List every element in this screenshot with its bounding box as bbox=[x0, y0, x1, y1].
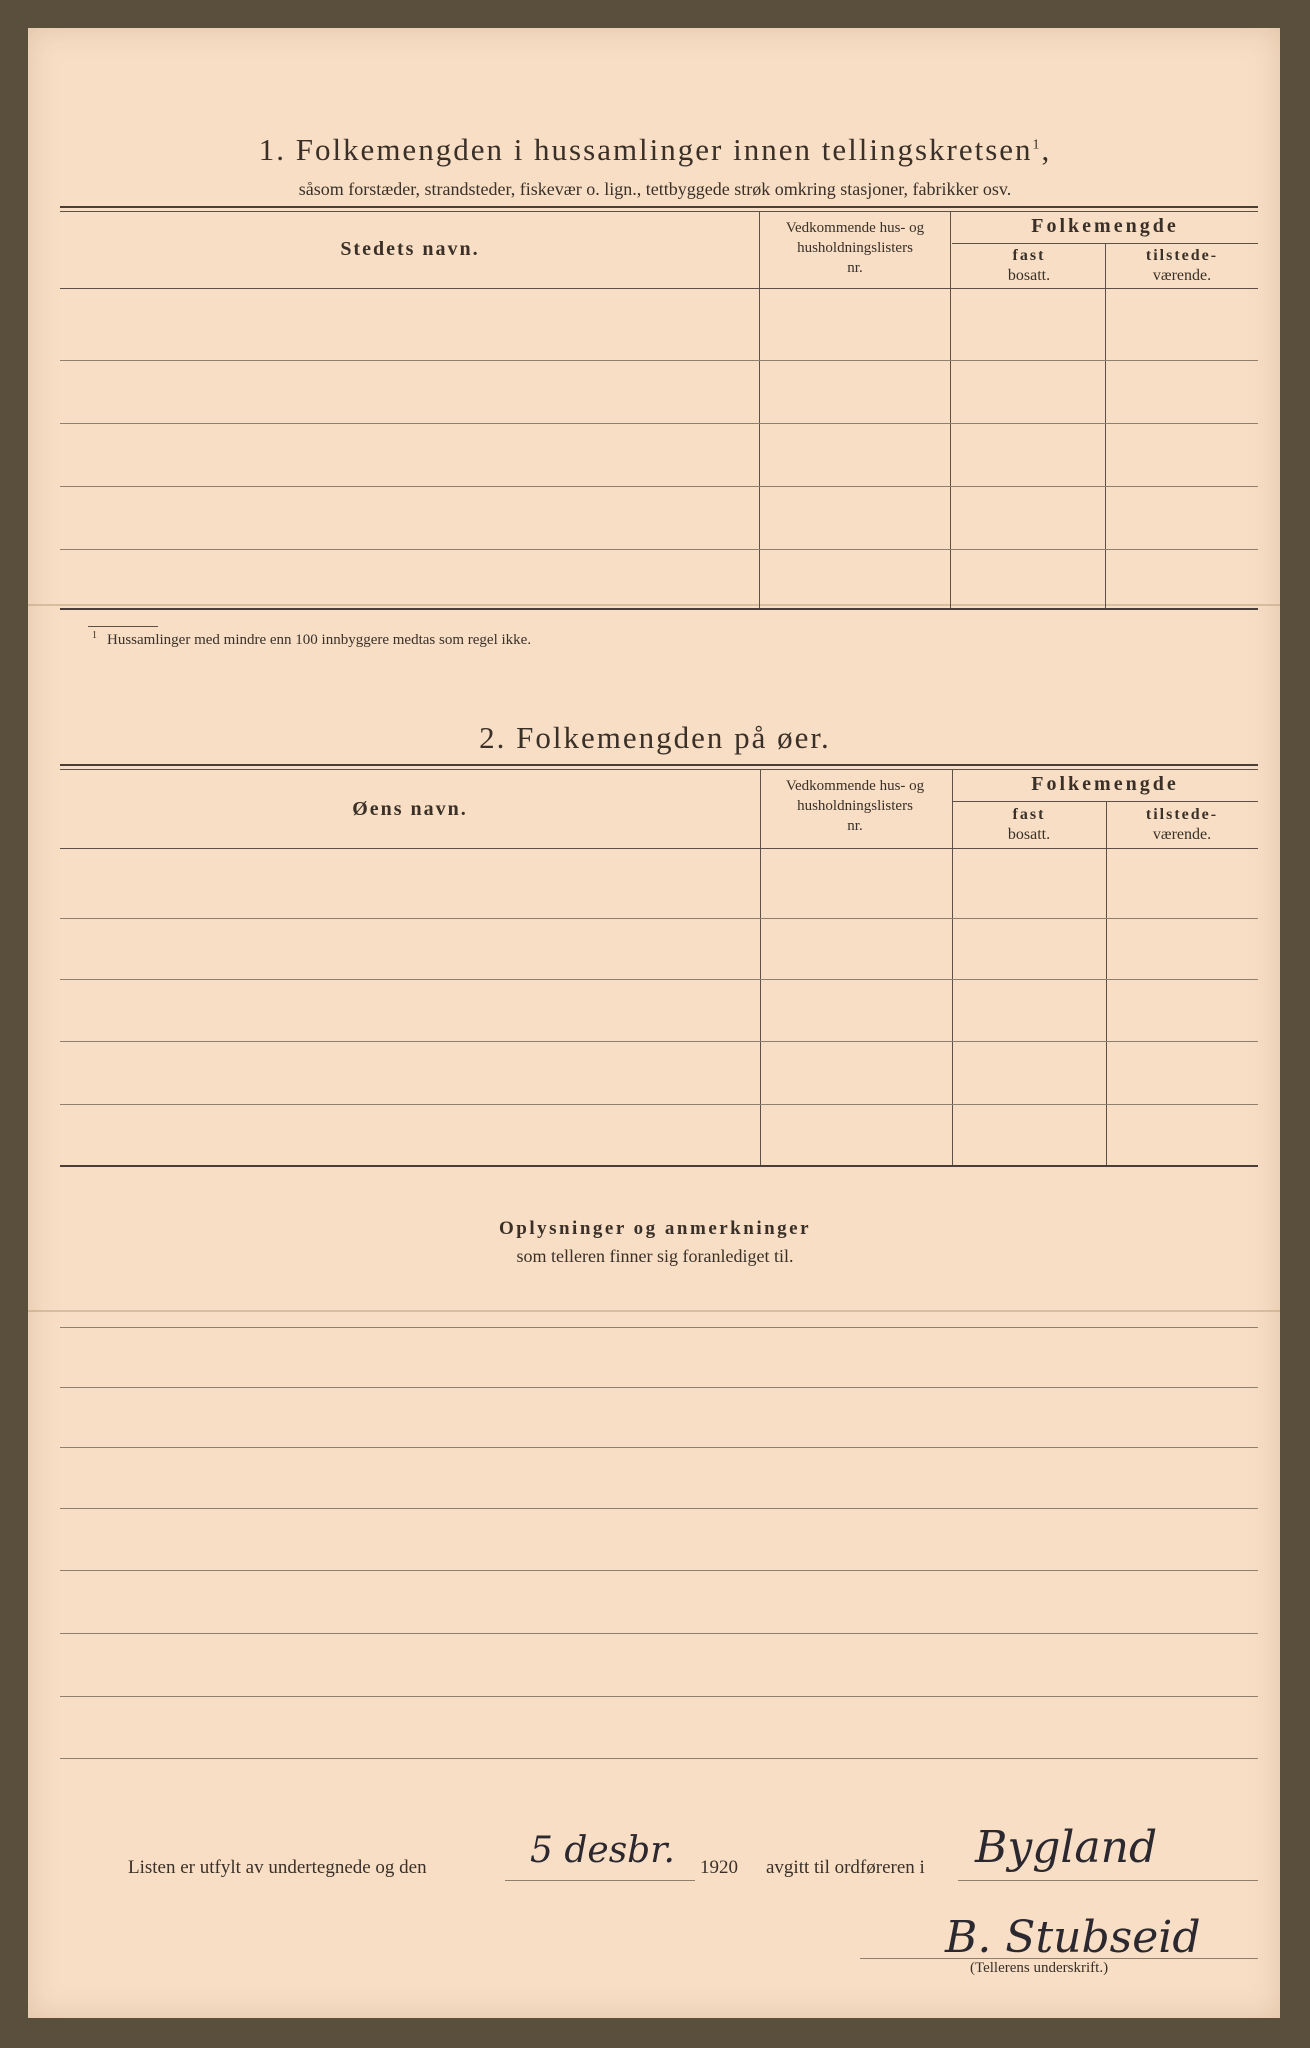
table-border bbox=[952, 801, 1258, 802]
remarks-line bbox=[60, 1387, 1258, 1388]
col-header-resident: fast bosatt. bbox=[1007, 247, 1051, 284]
census-form-page bbox=[28, 28, 1280, 2018]
table-row bbox=[60, 1104, 1258, 1105]
col-header-population: Folkemengde bbox=[1031, 215, 1179, 237]
table-row bbox=[60, 486, 1258, 487]
table-row bbox=[60, 1041, 1258, 1042]
section2-title: 2. Folkemengden på øer. bbox=[479, 720, 831, 755]
remarks-line bbox=[60, 1758, 1258, 1759]
table-border bbox=[60, 764, 1258, 766]
table-border bbox=[60, 769, 1258, 770]
signature-text: Listen er utfylt av undertegnede og den bbox=[128, 1857, 427, 1878]
table-border bbox=[1106, 801, 1107, 1166]
date-handwritten: 5 desbr. bbox=[530, 1830, 675, 1871]
signature-text: avgitt til ordføreren i bbox=[766, 1857, 925, 1878]
section1-title: 1. Folkemengden i hussamlinger innen tellingskretsen$^1$, bbox=[258, 132, 1052, 167]
paper-fold bbox=[28, 1310, 1280, 1312]
remarks-heading: Oplysninger og anmerkninger bbox=[498, 1218, 812, 1239]
col-header-resident: fast bosatt. bbox=[1007, 806, 1051, 843]
table-border bbox=[60, 848, 1258, 849]
col-header-island: Øens navn. bbox=[352, 798, 468, 820]
signature-line bbox=[860, 1958, 1258, 1959]
year: 1920 bbox=[700, 1857, 738, 1878]
table-row bbox=[60, 918, 1258, 919]
table-border bbox=[60, 288, 1258, 289]
remarks-line bbox=[60, 1696, 1258, 1697]
col-header-present: tilstede- værende. bbox=[1145, 247, 1219, 284]
remarks-line bbox=[60, 1508, 1258, 1509]
paper-fold bbox=[28, 604, 1280, 606]
table-border bbox=[60, 206, 1258, 208]
municipality-handwritten: Bygland bbox=[975, 1822, 1158, 1873]
municipality-line bbox=[958, 1880, 1258, 1881]
table-row bbox=[60, 360, 1258, 361]
table-row bbox=[60, 549, 1258, 550]
section1-subtitle: såsom forstæder, strandsteder, fiskevær o. lign., tettbyggede strøk omkring stasjoner, fabrikker osv. bbox=[298, 179, 1012, 199]
col-header-population: Folkemengde bbox=[1031, 773, 1179, 795]
table-row bbox=[60, 423, 1258, 424]
col-header-present: tilstede- værende. bbox=[1145, 806, 1219, 843]
table-border bbox=[60, 211, 1258, 212]
table-border bbox=[760, 769, 761, 1166]
section1-footnote: $^1$ Hussamlinger med mindre enn 100 innbyggere medtas som regel ikke. bbox=[92, 630, 532, 648]
remarks-line bbox=[60, 1570, 1258, 1571]
remarks-line bbox=[60, 1327, 1258, 1328]
table-border bbox=[1105, 243, 1106, 608]
remarks-line bbox=[60, 1447, 1258, 1448]
col-header-lists: Vedkommende hus- og husholdningslisters nr. bbox=[785, 220, 925, 276]
date-line bbox=[505, 1880, 695, 1881]
table-border bbox=[60, 608, 1258, 610]
remarks-subheading: som telleren finner sig foranlediget til. bbox=[516, 1246, 794, 1266]
signer-caption: (Tellerens underskrift.) bbox=[970, 1960, 1109, 1976]
table-border bbox=[952, 769, 953, 1166]
col-header-place: Stedets navn. bbox=[340, 238, 480, 260]
footnote-rule bbox=[88, 626, 158, 627]
table-row bbox=[60, 979, 1258, 980]
remarks-line bbox=[60, 1633, 1258, 1634]
table-border bbox=[60, 1165, 1258, 1167]
signer-handwritten: B. Stubseid bbox=[945, 1912, 1201, 1963]
col-header-lists: Vedkommende hus- og husholdningslisters nr. bbox=[785, 778, 925, 834]
